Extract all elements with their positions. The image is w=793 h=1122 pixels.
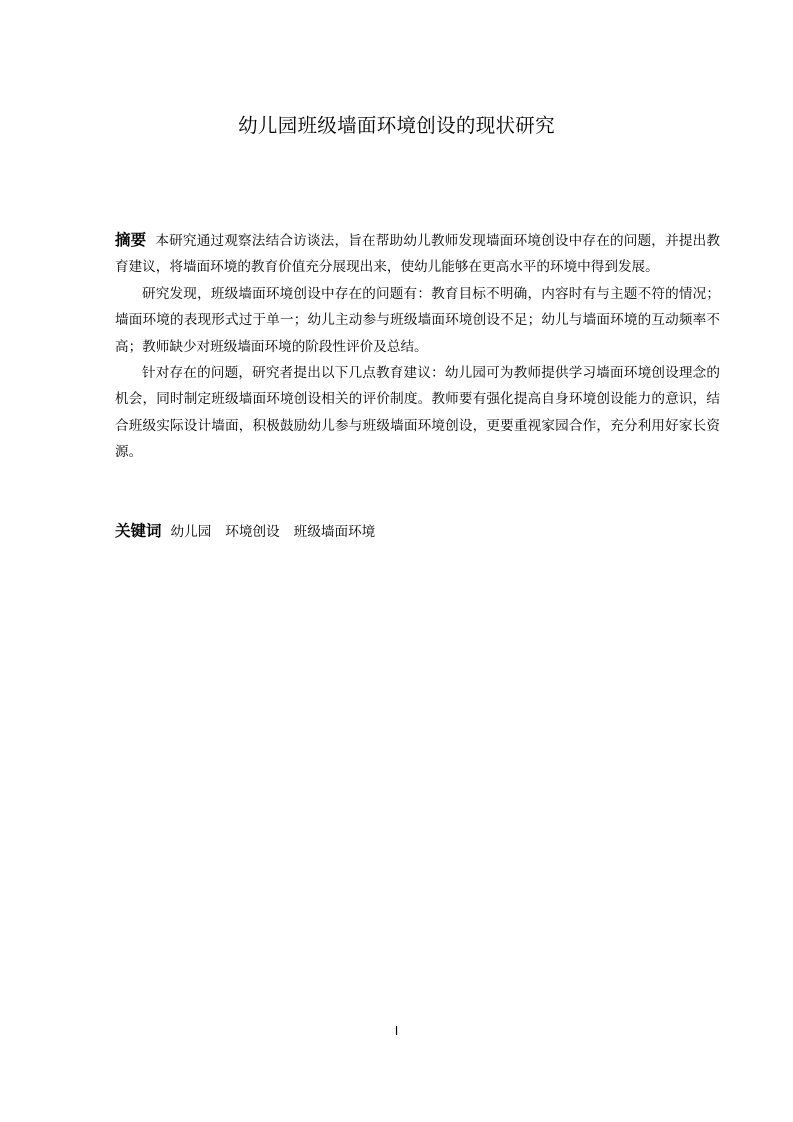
abstract-paragraph-1 bbox=[115, 227, 720, 281]
abstract-section bbox=[115, 227, 720, 466]
keyword-item: 幼儿园 bbox=[170, 524, 212, 540]
paper-title: 幼儿园班级墙面环境创设的现状研究 bbox=[238, 114, 555, 137]
abstract-text-1: 本研究通过观察法结合访谈法，旨在帮助幼儿教师发现墙面环境创设中存在的问题，并提出教育建议，将墙面环境的教育价值充分展现出来，使幼儿能够在更高水平的环境中得到发展。 bbox=[115, 233, 720, 276]
abstract-label: 摘要 bbox=[115, 231, 147, 249]
page-number: I bbox=[394, 1024, 399, 1038]
abstract-paragraph-3: 针对存在的问题，研究者提出以下几点教育建议：幼儿园可为教师提供学习墙面环境创设理念的机会，同时制定班级墙面环境创设相关的评价制度。教师要有强化提高自身环境创设能力的意识，结合班级实际设计墙面，积极鼓励幼儿参与班级墙面环境创设，更要重视家园合作，充分利用好家长资源。 bbox=[115, 365, 720, 461]
keywords-label: 关键词 bbox=[115, 522, 162, 540]
keywords-section bbox=[115, 518, 389, 545]
abstract-paragraph-2: 研究发现，班级墙面环境创设中存在的问题有：教育目标不明确，内容时有与主题不符的情况；墙面环境的表现形式过于单一；幼儿主动参与班级墙面环境创设不足；幼儿与墙面环境的互动频率不高；教师缺少对班级墙面环境的阶段性评价及总结。 bbox=[115, 285, 720, 355]
keyword-item: 环境创设 bbox=[225, 524, 280, 540]
keyword-item: 班级墙面环境 bbox=[293, 524, 376, 540]
